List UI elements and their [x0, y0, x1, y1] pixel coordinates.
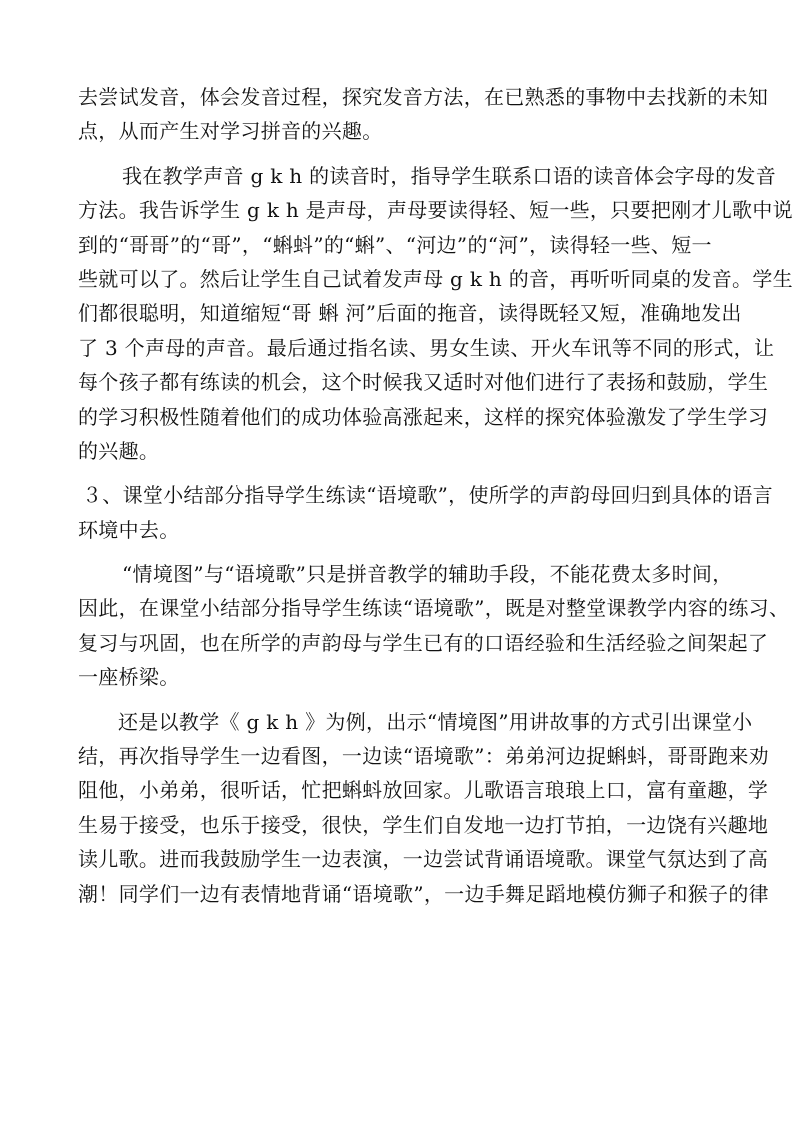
text-line: 生易于接受，也乐于接受，很快，学生们自发地一边打节拍，一边饶有兴趣地	[78, 812, 769, 837]
text-line: 因此，在课堂小结部分指导学生练读“语境歌”，既是对整堂课教学内容的练习、	[78, 596, 790, 621]
text-line: 阻他，小弟弟，很听话，忙把蝌蚪放回家。儿歌语言琅琅上口，富有童趣，学	[78, 778, 769, 803]
text-line: 复习与巩固，也在所学的声韵母与学生已有的口语经验和生活经验之间架起了	[78, 630, 769, 655]
text-line: 点，从而产生对学习拼音的兴趣。	[78, 119, 383, 144]
text-line: 们都很聪明，知道缩短“哥 蝌 河”后面的拖音，读得既轻又短，准确地发出	[78, 301, 742, 326]
text-line: ３、课堂小结部分指导学生练读“语境歌”，使所学的声韵母回归到具体的语言	[82, 483, 773, 508]
text-line: 读儿歌。进而我鼓励学生一边表演，一边尝试背诵语境歌。课堂气氛达到了高	[78, 847, 769, 872]
text-line: 方法。我告诉学生 g k h 是声母，声母要读得轻、短一些，只要把刚才儿歌中说	[78, 198, 793, 223]
text-line: 一座桥梁。	[78, 665, 180, 690]
paragraph-4	[78, 557, 790, 695]
text-line: 结，再次指导学生一边看图，一边读“语境歌”：弟弟河边捉蝌蚪，哥哥跑来劝	[78, 744, 769, 769]
text-line: “情境图”与“语境歌”只是拼音教学的辅助手段，不能花费太多时间，	[122, 562, 733, 587]
text-line: 还是以教学《 g k h 》为例，出示“情境图”用讲故事的方式引出课堂小	[118, 709, 753, 734]
document-page	[78, 80, 793, 911]
paragraph-1	[78, 80, 769, 149]
text-line: 的学习积极性随着他们的成功体验高涨起来，这样的探究体验激发了学生学习	[78, 404, 769, 429]
text-line: 环境中去。	[78, 517, 180, 542]
text-line: 每个孩子都有练读的机会，这个时候我又适时对他们进行了表扬和鼓励，学生	[78, 370, 769, 395]
text-line: 些就可以了。然后让学生自己试着发声母 g k h 的音，再听听同桌的发音。学生	[78, 266, 793, 291]
text-line: 去尝试发音，体会发音过程，探究发音方法，在已熟悉的事物中去找新的未知	[78, 85, 769, 109]
paragraph-5	[78, 705, 769, 911]
paragraph-3	[78, 478, 773, 547]
text-line: 到的“哥哥”的“哥”，“蝌蚪”的“蝌”、“河边”的“河”，读得轻一些、短一	[78, 232, 712, 257]
text-line: 我在教学声音 g k h 的读音时，指导学生联系口语的读音体会字母的发音	[122, 163, 777, 188]
text-line: 了 3 个声母的声音。最后通过指名读、男女生读、开火车讯等不同的形式，让	[78, 335, 775, 360]
text-line: 潮！同学们一边有表情地背诵“语境歌”，一边手舞足蹈地模仿狮子和猴子的律	[78, 881, 769, 906]
paragraph-2	[78, 159, 793, 469]
text-line: 的兴趣。	[78, 438, 160, 463]
